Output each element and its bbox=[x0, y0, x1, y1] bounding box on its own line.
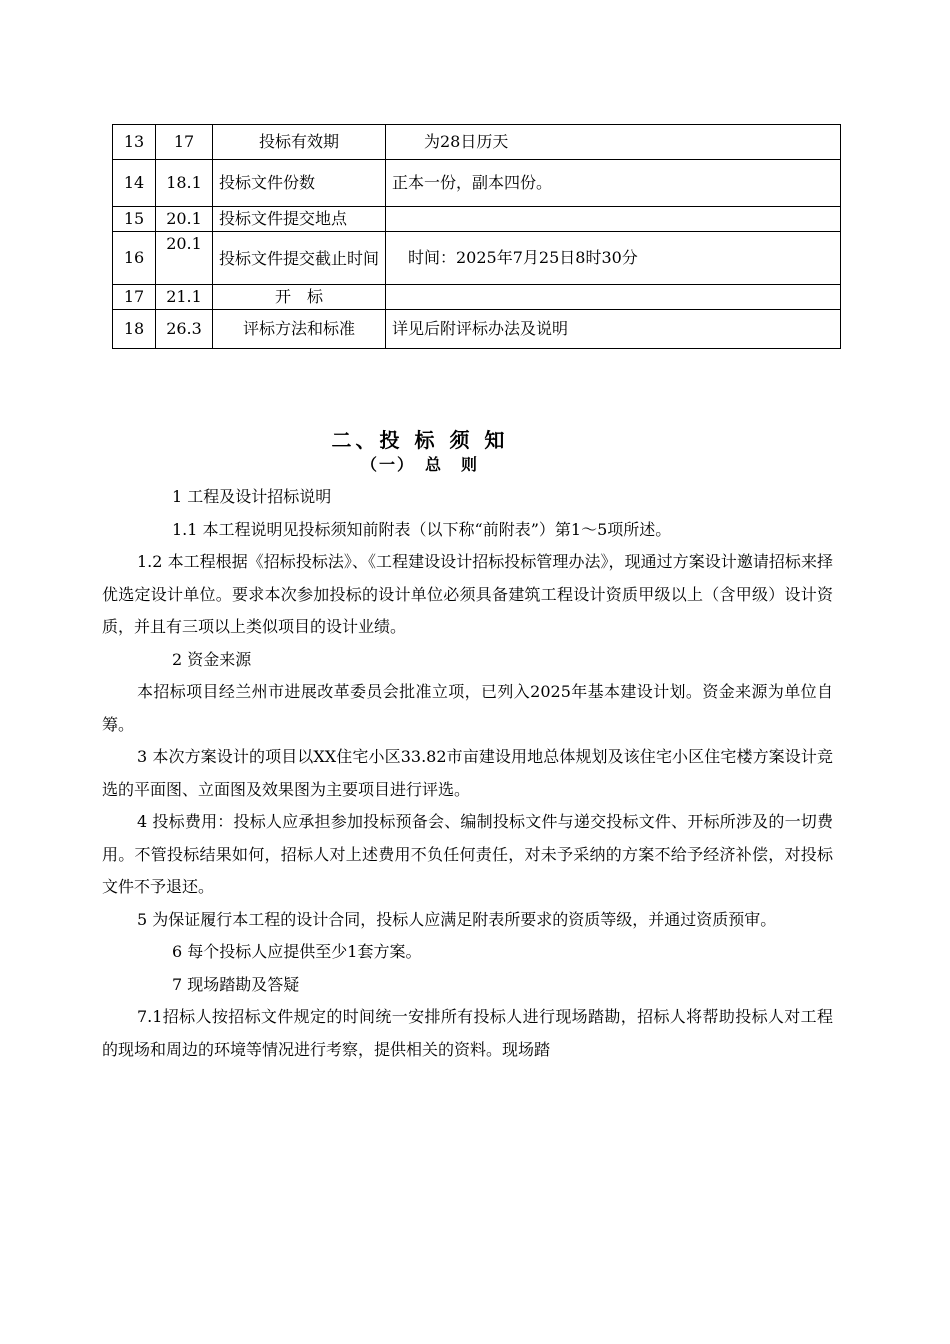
item-name: 投标文件提交截止时间 bbox=[213, 232, 386, 285]
item-content: 时间：2025年7月25日8时30分 bbox=[386, 232, 841, 285]
section-title: 二、投 标 须 知 bbox=[331, 428, 509, 452]
item-content bbox=[386, 207, 841, 232]
clause-number: 20.1 bbox=[156, 232, 213, 285]
item-name: 投标文件份数 bbox=[213, 160, 386, 207]
paragraph: 4 投标费用：投标人应承担参加投标预备会、编制投标文件与递交投标文件、开标所涉及的一切费用。不管投标结果如何，招标人对上述费用不负任何责任，对未予采纳的方案不给予经济补偿，对投标文件不予退还。 bbox=[102, 812, 833, 896]
paragraph: 1.1 本工程说明见投标须知前附表（以下称“前附表”）第1～5项所述。 bbox=[172, 519, 672, 539]
clause-number: 17 bbox=[156, 125, 213, 160]
table-row bbox=[113, 310, 841, 349]
heading-paragraph: 2 资金来源 bbox=[172, 649, 252, 669]
row-number: 14 bbox=[113, 160, 156, 207]
row-number: 18 bbox=[113, 310, 156, 349]
row-number: 16 bbox=[113, 232, 156, 285]
clause-number: 18.1 bbox=[156, 160, 213, 207]
table-row bbox=[113, 232, 841, 285]
clause-number: 21.1 bbox=[156, 285, 213, 310]
paragraph: 7.1招标人按招标文件规定的时间统一安排所有投标人进行现场踏勘，招标人将帮助投标人对工程的现场和周边的环境等情况进行考察，提供相关的资料。现场踏 bbox=[102, 1007, 833, 1059]
table-row bbox=[113, 160, 841, 207]
item-name: 开 标 bbox=[213, 285, 386, 310]
clause-number: 26.3 bbox=[156, 310, 213, 349]
paragraph: 本招标项目经兰州市进展改革委员会批准立项，已列入2025年基本建设计划。资金来源为单位自筹。 bbox=[102, 682, 833, 734]
heading-paragraph: 7 现场踏勘及答疑 bbox=[172, 974, 300, 994]
row-number: 15 bbox=[113, 207, 156, 232]
item-content: 详见后附评标办法及说明 bbox=[386, 310, 841, 349]
section-subtitle: （一） 总 则 bbox=[360, 455, 479, 474]
paragraph: 6 每个投标人应提供至少1套方案。 bbox=[172, 942, 422, 961]
item-name: 评标方法和标准 bbox=[213, 310, 386, 349]
item-name: 投标有效期 bbox=[213, 125, 386, 160]
row-number: 17 bbox=[113, 285, 156, 310]
body-text bbox=[102, 481, 833, 1066]
table-row bbox=[113, 207, 841, 232]
paragraph: 1.2 本工程根据《招标投标法》、《工程建设设计招标投标管理办法》，现通过方案设计邀请招标来择优选定设计单位。要求本次参加投标的设计单位必须具备建筑工程设计资质甲级以上（含甲级）设计资质，并且有三项以上类似项目的设计业绩。 bbox=[102, 552, 833, 636]
heading-paragraph: 1 工程及设计招标说明 bbox=[172, 487, 332, 506]
row-number: 13 bbox=[113, 125, 156, 160]
clause-number: 20.1 bbox=[156, 207, 213, 232]
item-content: 为28日历天 bbox=[386, 125, 841, 160]
item-content bbox=[386, 285, 841, 310]
table-row bbox=[113, 285, 841, 310]
paragraph: 3 本次方案设计的项目以XX住宅小区33.82市亩建设用地总体规划及该住宅小区住宅楼方案设计竞选的平面图、立面图及效果图为主要项目进行评选。 bbox=[102, 747, 833, 799]
item-content: 正本一份，副本四份。 bbox=[386, 160, 841, 207]
item-name: 投标文件提交地点 bbox=[213, 207, 386, 232]
front-attached-table bbox=[112, 124, 841, 349]
paragraph: 5 为保证履行本工程的设计合同，投标人应满足附表所要求的资质等级，并通过资质预审。 bbox=[137, 909, 777, 929]
table-row bbox=[113, 125, 841, 160]
